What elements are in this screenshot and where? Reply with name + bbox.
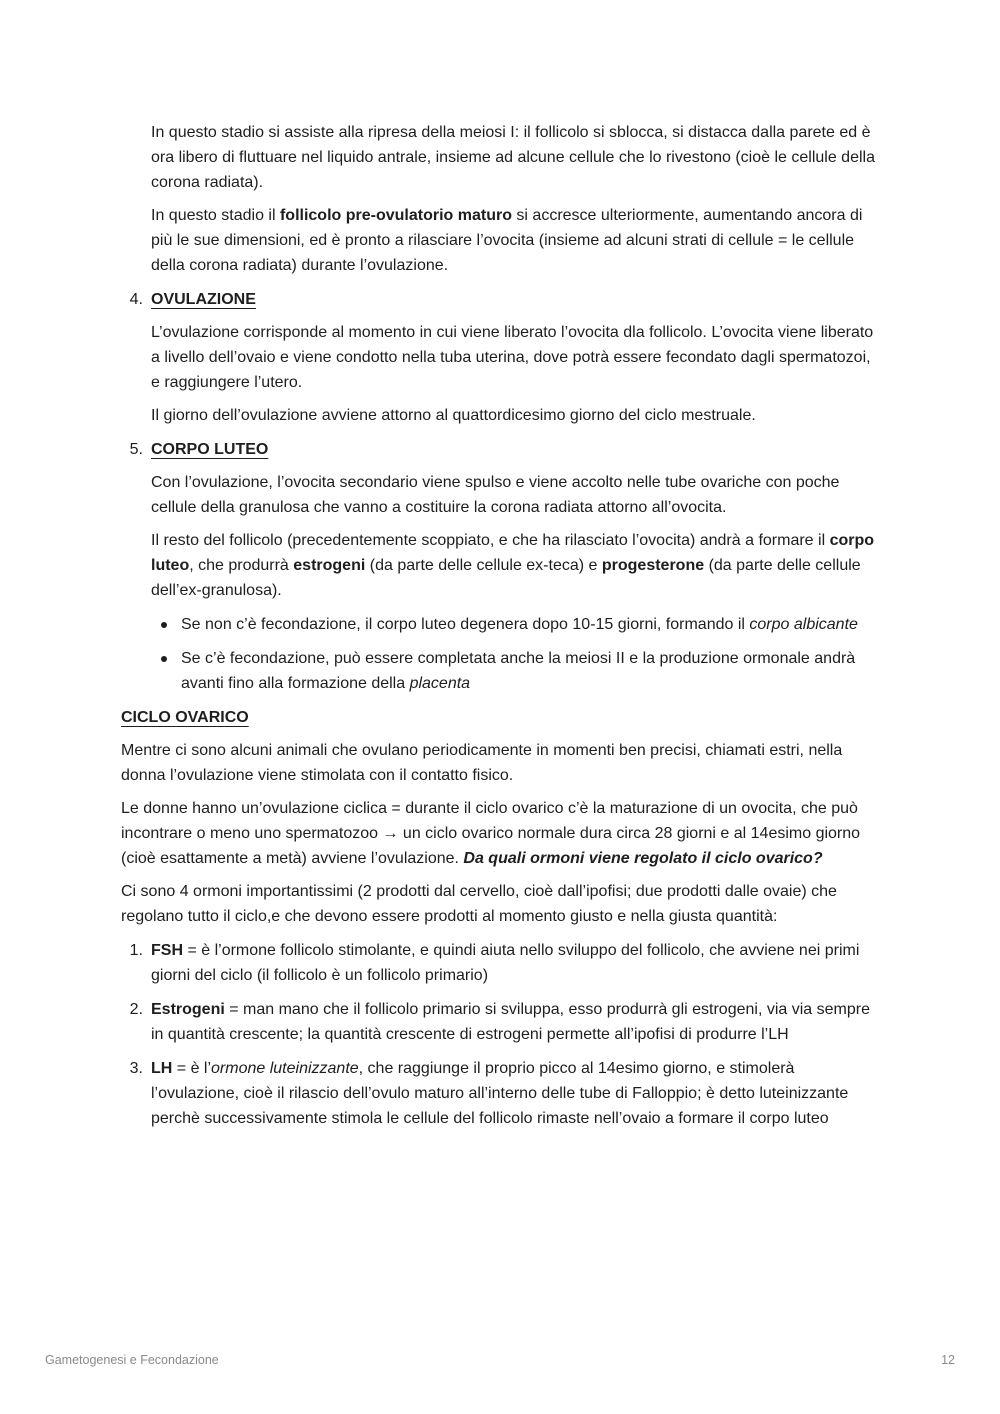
list-number: 2. xyxy=(129,1001,143,1018)
ovulazione-paragraph-2: Il giorno dell’ovulazione avviene attorno al quattordicesimo giorno del ciclo mestruale. xyxy=(151,407,756,424)
text-run: si accresce ulteriormente, aumentando ancora di più le sue dimensioni, ed è pronto a rilasciare l’ovocita (insieme ad alcuni strati di cellule = le cellule della corona radiata) durante l’ovulazione. xyxy=(151,207,863,274)
section-title: OVULAZIONE xyxy=(151,291,256,308)
list-item-fsh xyxy=(121,938,881,988)
bullet-icon xyxy=(161,656,167,662)
text-run: Il resto del follicolo (precedentemente scoppiato, e che ha rilasciato l’ovocita) andrà a formare il xyxy=(151,532,830,549)
bold-term: FSH xyxy=(151,942,183,959)
ciclo-paragraph-3: Ci sono 4 ormoni importantissimi (2 prodotti dal cervello, cioè dall’ipofisi; due prodotti dalle ovaie) che regolano tutto il ciclo,e che devono essere prodotti al momento giusto e nella giusta quantità: xyxy=(121,883,837,925)
bold-term: Estrogeni xyxy=(151,1001,225,1018)
list-item-estrogeni xyxy=(121,997,881,1047)
section-title: CICLO OVARICO xyxy=(121,709,249,726)
text-run: (da parte delle cellule dell’ex-granulosa). xyxy=(151,557,861,599)
ovulazione-heading xyxy=(121,287,881,312)
page-content xyxy=(121,120,881,1140)
section-title: CORPO LUTEO xyxy=(151,441,269,458)
text-run: Se c’è fecondazione, può essere completata anche la meiosi II e la produzione ormonale andrà avanti fino alla formazione della xyxy=(181,650,856,692)
text-run: In questo stadio il xyxy=(151,207,280,224)
corpo-luteo-bullets xyxy=(151,612,881,696)
list-number: 1. xyxy=(129,942,143,959)
text-run: = è l’ xyxy=(172,1060,212,1077)
text-run: = man mano che il follicolo primario si sviluppa, esso produrrà gli estrogeni, via via sempre in quantità crescente; la quantità crescente di estrogeni permette all’ipofisi di produrre l’LH xyxy=(151,1001,870,1043)
bold-italic-question: Da quali ormoni viene regolato il ciclo ovarico? xyxy=(463,850,823,867)
bold-term: corpo luteo xyxy=(151,532,875,574)
text-run: , che produrrà xyxy=(189,557,294,574)
list-item xyxy=(151,646,881,696)
footer-document-title: Gametogenesi e Fecondazione xyxy=(45,1353,219,1367)
italic-term: corpo albicante xyxy=(749,616,858,633)
text-run: Le donne hanno un’ovulazione ciclica = durante il ciclo ovarico c’è la maturazione di un ovocita, che può incontrare o meno uno spermatozoo → un ciclo ovarico normale dura circa 28 giorni e al 14esimo giorno (cioè esattamente a metà) avviene l’ovulazione. xyxy=(121,800,861,867)
corpo-luteo-paragraph-1: Con l’ovulazione, l’ovocita secondario viene spulso e viene accolto nelle tube ovariche con poche cellule della granulosa che vanno a costituire la corona radiata attorno all’ovocita. xyxy=(151,474,840,516)
list-item xyxy=(151,612,881,637)
text-run: , che raggiunge il proprio picco al 14esimo giorno, e stimolerà l’ovulazione, cioè il rilascio dell’ovulo maturo all’interno delle tube di Falloppio; è detto luteinizzante perchè successivamente stimola le cellule del follicolo rimaste nell’ovaio a formare il corpo luteo xyxy=(151,1060,849,1127)
ciclo-paragraph-2 xyxy=(121,796,881,871)
list-item-lh xyxy=(121,1056,881,1131)
bullet-icon xyxy=(161,622,167,628)
italic-term: placenta xyxy=(409,675,471,692)
corpo-luteo-heading xyxy=(121,437,881,462)
bold-term: LH xyxy=(151,1060,173,1077)
ovulazione-paragraph-1: L’ovulazione corrisponde al momento in cui viene liberato l’ovocita dla follicolo. L’ovocita viene liberato a livello dell’ovaio e viene condotto nella tuba uterina, dove potrà essere fecondato dagli spermatozoi, e raggiungere l’utero. xyxy=(151,324,874,391)
ciclo-ovarico-heading xyxy=(121,705,881,730)
list-number: 4. xyxy=(129,291,143,308)
text-run: (da parte delle cellule ex-teca) e xyxy=(365,557,602,574)
bold-term: progesterone xyxy=(601,557,705,574)
bold-term: follicolo pre-ovulatorio maturo xyxy=(279,207,512,224)
italic-term: ormone luteinizzante xyxy=(211,1060,359,1077)
footer-page-number: 12 xyxy=(941,1353,955,1367)
list-number: 5. xyxy=(129,441,143,458)
intro-paragraph-2 xyxy=(151,203,881,278)
ciclo-paragraph-1: Mentre ci sono alcuni animali che ovulano periodicamente in momenti ben precisi, chiamati estri, nella donna l’ovulazione viene stimolata con il contatto fisico. xyxy=(121,742,843,784)
intro-paragraph-1: In questo stadio si assiste alla ripresa della meiosi I: il follicolo si sblocca, si distacca dalla parete ed è ora libero di fluttuare nel liquido antrale, insieme ad alcune cellule che lo rivestono (cioè le cellule della corona radiata). xyxy=(151,124,875,191)
list-number: 3. xyxy=(129,1060,143,1077)
text-run: Se non c’è fecondazione, il corpo luteo degenera dopo 10-15 giorni, formando il xyxy=(181,616,750,633)
bold-term: estrogeni xyxy=(293,557,366,574)
text-run: = è l’ormone follicolo stimolante, e quindi aiuta nello sviluppo del follicolo, che avviene nei primi giorni del ciclo (il follicolo è un follicolo primario) xyxy=(151,942,860,984)
corpo-luteo-paragraph-2 xyxy=(151,528,881,603)
